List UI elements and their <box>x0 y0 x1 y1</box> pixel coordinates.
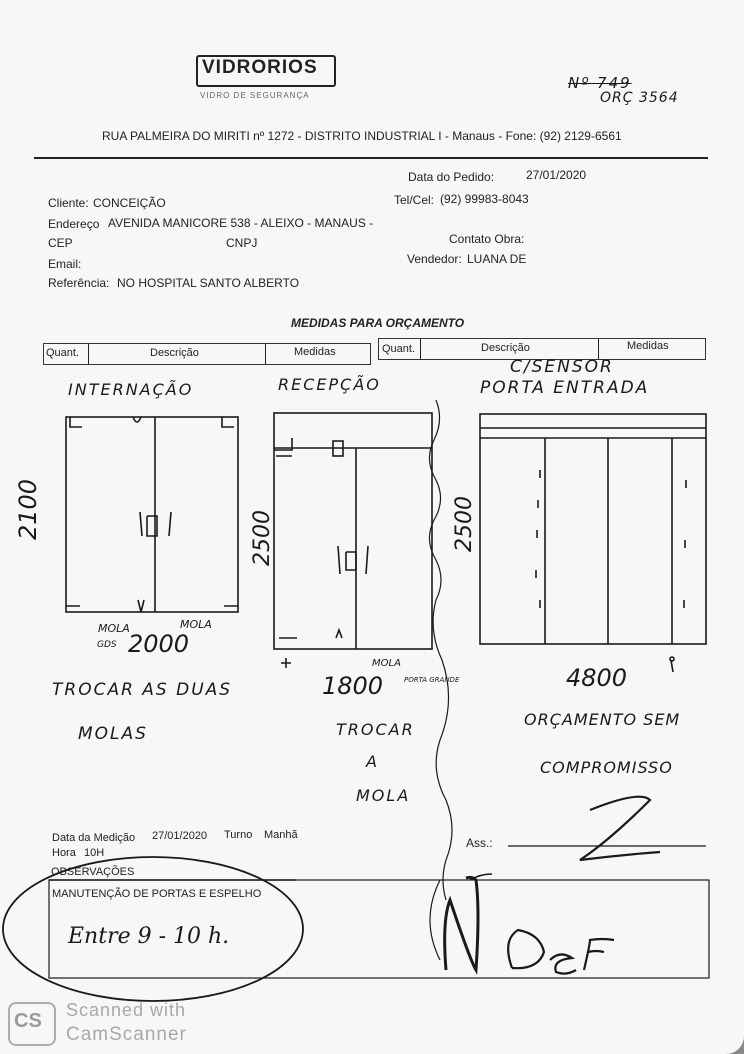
address-label: Endereço <box>48 217 100 231</box>
contact-label: Contato Obra: <box>449 232 525 246</box>
sketch1-height: 2100 <box>14 478 42 540</box>
col-medidas-right: Medidas <box>627 340 669 352</box>
client-label: Cliente: <box>48 196 89 210</box>
order-date-label: Data do Pedido: <box>408 170 495 184</box>
sketch1-mola-right: MOLA <box>180 618 212 631</box>
col-quant-right: Quant. <box>382 343 416 355</box>
sketch2-note-line3: MOLA <box>356 786 411 805</box>
company-tagline: VIDRO DE SEGURANÇA <box>200 91 310 100</box>
address-value: AVENIDA MANICORE 538 - ALEIXO - MANAUS - <box>108 216 374 230</box>
company-address: RUA PALMEIRA DO MIRITI nº 1272 - DISTRITO INDUSTRIAL I - Manaus - Fone: (92) 2129-6561 <box>102 129 622 143</box>
sketch2-note-line2: A <box>366 752 379 771</box>
measure-date-label: Data da Medição <box>52 832 136 844</box>
observations-text: MANUTENÇÃO DE PORTAS E ESPELHO <box>52 888 262 900</box>
cep-label: CEP <box>48 236 73 250</box>
sketch2-note-line1: TROCAR <box>336 720 415 739</box>
sketch3-width: 4800 <box>566 664 628 692</box>
sketch1-title: INTERNAÇÃO <box>68 380 194 399</box>
sketch1-note-line2: MOLAS <box>78 724 148 744</box>
handwritten-time-note: Entre 9 - 10 h. <box>68 924 230 949</box>
col-descricao-right: Descrição <box>481 342 530 354</box>
hour-label: Hora <box>52 847 76 859</box>
cnpj-label: CNPJ <box>226 236 258 250</box>
sketch2-title: RECEPÇÃO <box>278 375 381 394</box>
sketch3-note-line2: COMPROMISSO <box>540 758 673 777</box>
orc-number: ORÇ 3564 <box>600 90 679 106</box>
measure-date: 27/01/2020 <box>152 830 208 842</box>
phone-number: (92) 99983-8043 <box>440 192 529 206</box>
col-quant-left: Quant. <box>46 347 80 359</box>
company-logo: VIDRORIOS <box>202 57 318 78</box>
reference-label: Referência: <box>48 276 110 290</box>
seller-label: Vendedor: <box>407 252 462 266</box>
sketch1-note-line1: TROCAR AS DUAS <box>52 680 233 700</box>
shift-value: Manhã <box>264 829 298 841</box>
order-date: 27/01/2020 <box>526 168 587 182</box>
sketch1-gds: GDS <box>97 640 117 650</box>
phone-label: Tel/Cel: <box>394 193 435 207</box>
sketch2-height: 2500 <box>250 510 275 566</box>
seller-name: LUANA DE <box>467 252 527 266</box>
hour-value: 10H <box>84 847 105 859</box>
sketch2-width: 1800 <box>322 672 384 700</box>
sketch1-mola-left: MOLA <box>98 622 130 635</box>
struck-number: Nº 749 <box>568 74 632 92</box>
signature-label: Ass.: <box>466 836 493 850</box>
camscanner-logo-text: CS <box>14 1010 42 1032</box>
watermark-line2: CamScanner <box>66 1024 187 1045</box>
observations-label: OBSERVAÇÕES <box>51 866 135 878</box>
sketch1-width: 2000 <box>128 630 190 658</box>
col-descricao-left: Descrição <box>150 347 199 359</box>
shift-label: Turno <box>224 829 253 841</box>
sketch2-mola: MOLA <box>372 658 401 669</box>
reference-value: NO HOSPITAL SANTO ALBERTO <box>117 276 300 290</box>
watermark-line1: Scanned with <box>66 1000 187 1020</box>
sketch2-porta: PORTA GRANDE <box>404 676 460 684</box>
sketch3-note-line1: ORÇAMENTO SEM <box>524 710 681 729</box>
sketch3-title-line1: C/SENSOR <box>510 357 614 377</box>
sketch3-height: 2500 <box>452 496 477 552</box>
client-name: CONCEIÇÃO <box>93 196 166 210</box>
measurements-title: MEDIDAS PARA ORÇAMENTO <box>291 316 465 330</box>
sketch3-title-line2: PORTA ENTRADA <box>480 378 650 398</box>
sketch1-frame <box>66 417 238 612</box>
email-label: Email: <box>48 257 82 271</box>
col-medidas-left: Medidas <box>294 346 336 358</box>
